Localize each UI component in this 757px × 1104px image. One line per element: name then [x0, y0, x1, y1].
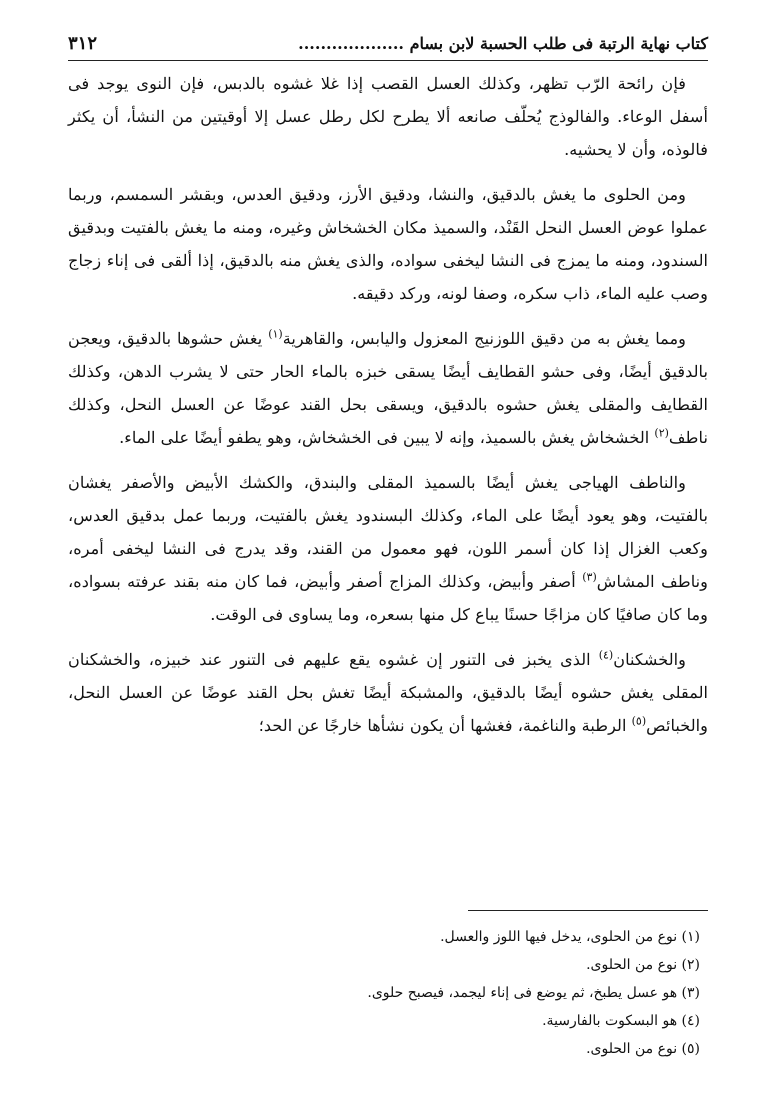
- footnote-ref-1[interactable]: (١): [268, 327, 283, 341]
- paragraph-1: فإن رائحة الرّب تظهر، وكذلك العسل القصب إذا غلا غشوه بالدبس، فإن النوى يوجد فى أسفل الوعاء. والفالوذج يُحلّف صانعه ألا يطرح لكل رطل عسل إلا أوقيتين من النشأ، أن يكثر فالوذه، وأن لا يحشيه.: [68, 74, 708, 159]
- running-header: [68, 26, 708, 61]
- paragraph-4-part-a: والناطف الهياجى يغش أيضًا بالسميذ المقلى والبندق، والكشك الأبيض والأصفر يغشان بالفتيت، وهو يعود أيضًا على الماء، وكذلك البسندود يغش بالفتيت، وربما عمل بدقيق العدس، وكعب الغزال إذا كان أسمر اللون، فهو معمول من القند، وقد يدرج فى النشا ليخفى أمره، وناطف المشاش: [68, 473, 709, 591]
- page: [68, 26, 708, 1086]
- footnote-separator: [468, 910, 708, 911]
- footnotes: [68, 910, 708, 1063]
- paragraph-5-part-a: والخشكنان: [613, 650, 686, 669]
- paragraph-3-part-b: يغش حشوها بالدقيق، ويعجن بالدقيق أيضًا، وفى حشو القطايف أيضًا يسقى خبزه بالماء الحار حتى لا يشرب الدهن، وكذلك القطايف والمقلى يغش حشوه بالدقيق، ويسقى بحل القند عوضًا عن العسل النحل، وكذلك ناطف: [68, 329, 708, 447]
- footnote-3: (٣) هو عسل يطبخ، ثم يوضع فى إناء ليجمد، فيصبح حلوى.: [367, 985, 700, 1001]
- paragraph-2: ومن الحلوى ما يغش بالدقيق، والنشا، ودقيق الأرز، ودقيق العدس، وبقشر السمسم، وربما عملوا عوض العسل النحل القَنْد، والسميذ مكان الخشخاش وغيره، ومنه ما يغش بالفتيت وبدقيق السندود، ومنه ما يمزج فى النشا ليخفى سواده، والذى يغش منه بالدقيق، إذا ألقى فى إناء زجاج وصب عليه الماء، ذاب سكره، وصفا لونه، وركد دقيقه.: [68, 185, 708, 303]
- footnote-4: (٤) هو البسكوت بالفارسية.: [542, 1013, 700, 1029]
- page-number: ٣١٢: [68, 32, 98, 54]
- footnote-ref-2[interactable]: (٢): [654, 426, 669, 440]
- paragraph-5-part-c: الرطبة والناغمة، فغشها أن يكون نشأها خارجًا عن الحد؛: [258, 716, 632, 735]
- footnote-ref-5[interactable]: (٥): [631, 714, 647, 728]
- footnote-ref-4[interactable]: (٤): [598, 648, 614, 662]
- footnote-5: (٥) نوع من الحلوى.: [586, 1041, 700, 1057]
- paragraph-5-part-b: الذى يخبز فى التنور إن غشوه يقع عليهم فى التنور عند خبيزه، والخشكنان المقلى يغش حشوه أيضًا بالدقيق، والمشبكة أيضًا تغش بحل القند عوضًا عن العسل النحل، والخبائص: [68, 650, 708, 735]
- paragraph-3-part-a: ومما يغش به من دقيق اللوزنيج المعزول واليابس، والقاهرية: [282, 329, 686, 348]
- footnote-ref-3[interactable]: (٣): [582, 570, 597, 584]
- main-text: [68, 67, 708, 742]
- header-title: كتاب نهاية الرتبة فى طلب الحسبة لابن بسام ...................: [298, 33, 708, 53]
- paragraph-5: [68, 643, 708, 742]
- footnote-2: (٢) نوع من الحلوى.: [586, 957, 700, 973]
- footnote-1: (١) نوع من الحلوى، يدخل فيها اللوز والعسل.: [440, 929, 700, 945]
- paragraph-3-part-c: الخشخاش يغش بالسميذ، وإنه لا يبين فى الخشخاش، وهو يطفو أيضًا على الماء.: [119, 428, 655, 447]
- paragraph-4: [68, 466, 708, 631]
- paragraph-4-part-b: أصفر وأبيض، وكذلك المزاج أصفر وأبيض، فما كان منه بقند عرفته بسواده، وما كان صافيًا كان مزاجًا حسنًا يباع كل منها بسعره، وما يساوى فى الوقت.: [68, 572, 708, 624]
- paragraph-3: [68, 322, 708, 454]
